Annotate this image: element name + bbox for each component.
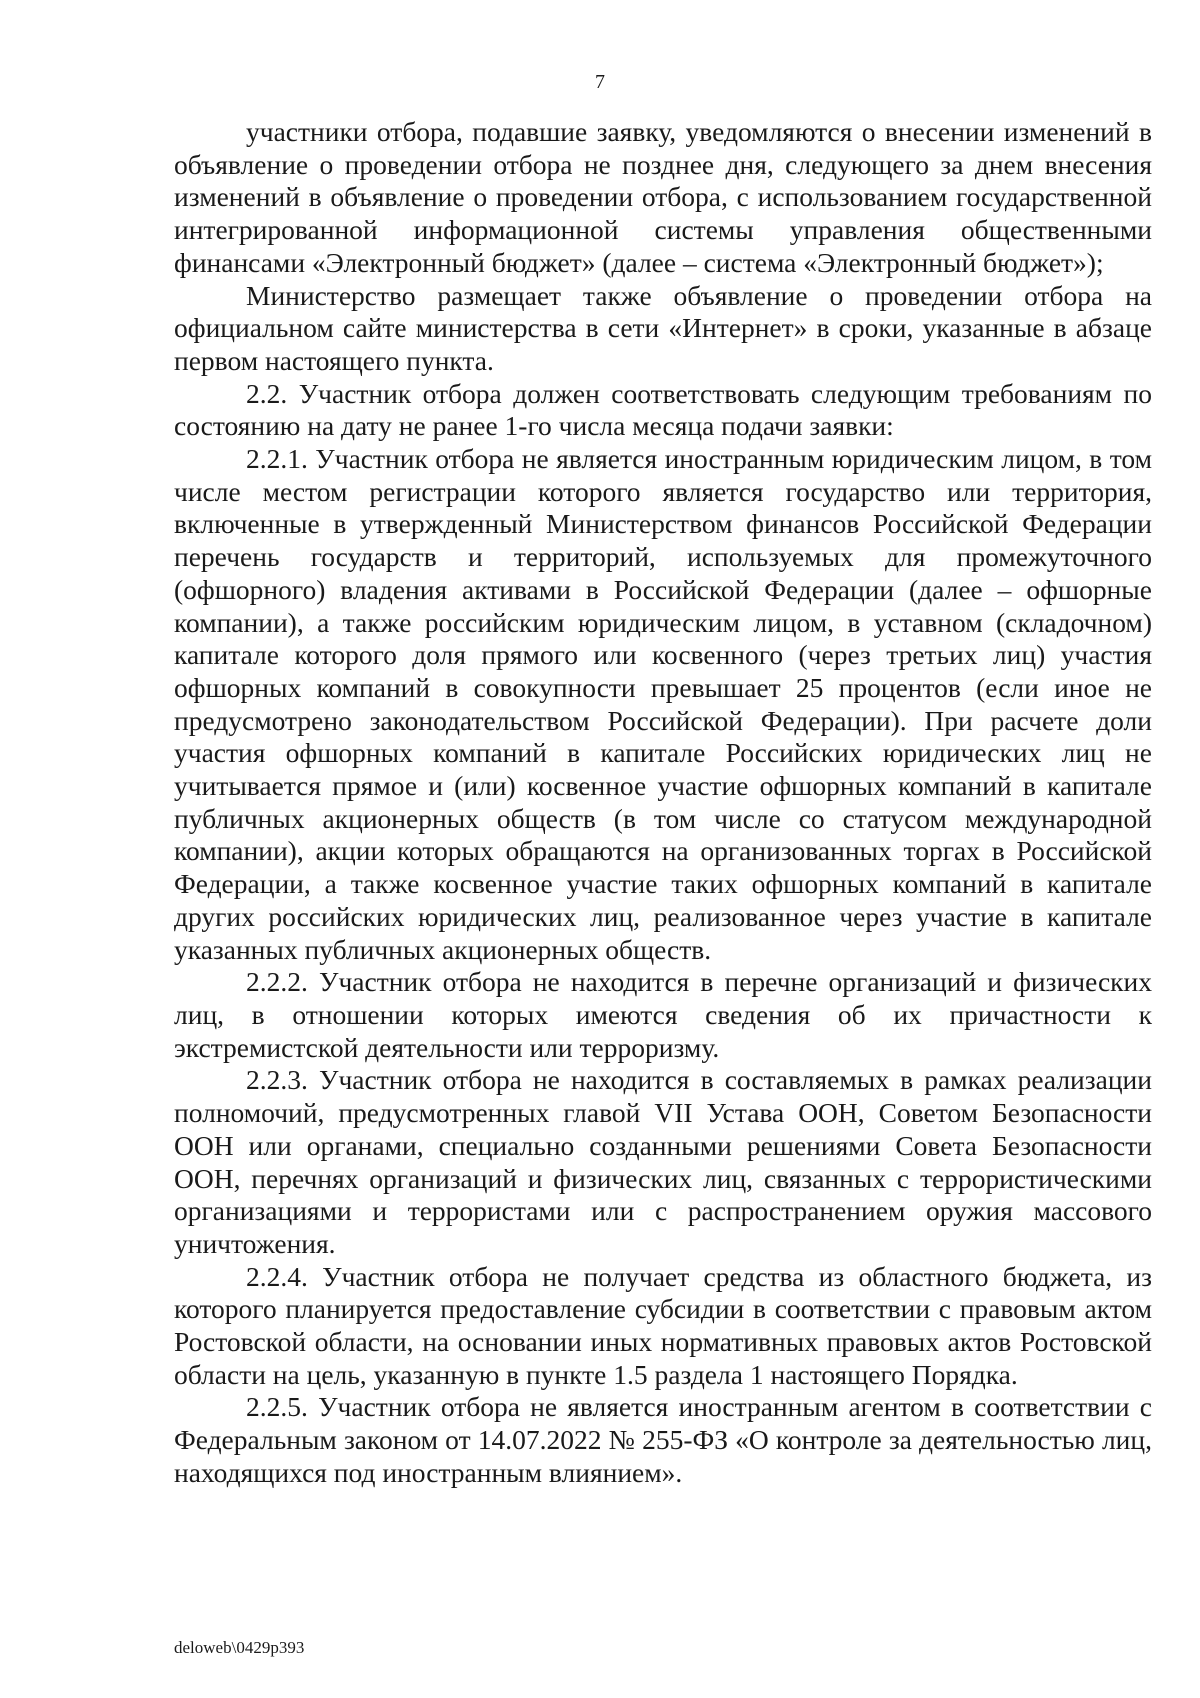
paragraph-2-2-5-foreign-agent: 2.2.5. Участник отбора не является иностранным агентом в соответствии с Федеральным законом от 14.07.2022 № 255-ФЗ «О контроле за деятельностью лиц, находящихся под иностранным влиянием». [174,1391,1152,1488]
paragraph-2-2-3-un-lists: 2.2.3. Участник отбора не находится в составляемых в рамках реализации полномочий, предусмотренных главой VII Устава ООН, Советом Безопасности ООН или органами, специально созданными решениями Совета Безопасности ООН, перечнях организаций и физических лиц, связанных с террористическими организациями и террористами или с распространением оружия массового уничтожения. [174,1064,1152,1259]
paragraph-notification-participants: участники отбора, подавшие заявку, уведомляются о внесении изменений в объявление о проведении отбора не позднее дня, следующего за днем внесения изменений в объявление о проведении отбора, с использованием государственной интегрированной информационной системы управления общественными финансами «Электронный бюджет» (далее – система «Электронный бюджет»); [174,116,1152,278]
paragraph-ministry-publishes: Министерство размещает также объявление о проведении отбора на официальном сайте министерства в сети «Интернет» в сроки, указанные в абзаце первом настоящего пункта. [174,279,1152,376]
paragraph-2-2-1-foreign-entity: 2.2.1. Участник отбора не является иностранным юридическим лицом, в том числе местом регистрации которого является государство или территория, включенные в утвержденный Министерством финансов Российской Федерации перечень государств и территорий, используемых для промежуточного (офшорного) владения активами в Российской Федерации (далее – офшорные компании), а также российским юридическим лицом, в уставном (складочном) капитале которого доля прямого или косвенного (через третьих лиц) участия офшорных компаний в совокупности превышает 25 процентов (если иное не предусмотрено законодательством Российской Федерации). При расчете доли участия офшорных компаний в капитале Российских юридических лиц не учитывается прямое и (или) косвенное участие офшорных компаний в капитале публичных акционерных обществ (в том числе со статусом международной компании), акции которых обращаются на организованных торгах в Российской Федерации, а также косвенное участие таких офшорных компаний в капитале других российских юридических лиц, реализованное через участие в капитале указанных публичных акционерных обществ. [174,443,1152,965]
paragraph-2-2-requirements: 2.2. Участник отбора должен соответствовать следующим требованиям по состоянию на дату не ранее 1-го числа месяца подачи заявки: [174,377,1152,442]
paragraph-2-2-2-extremism-list: 2.2.2. Участник отбора не находится в перечне организаций и физических лиц, в отношении которых имеются сведения об их причастности к экстремистской деятельности или терроризму. [174,966,1152,1063]
document-footer-code: deloweb\0429p393 [174,1638,305,1657]
document-body [174,116,1152,1490]
paragraph-2-2-4-regional-budget: 2.2.4. Участник отбора не получает средства из областного бюджета, из которого планируется предоставление субсидии в соответствии с правовым актом Ростовской области, на основании иных нормативных правовых актов Ростовской области на цель, указанную в пункте 1.5 раздела 1 настоящего Порядка. [174,1260,1152,1390]
page-number: 7 [595,71,605,93]
